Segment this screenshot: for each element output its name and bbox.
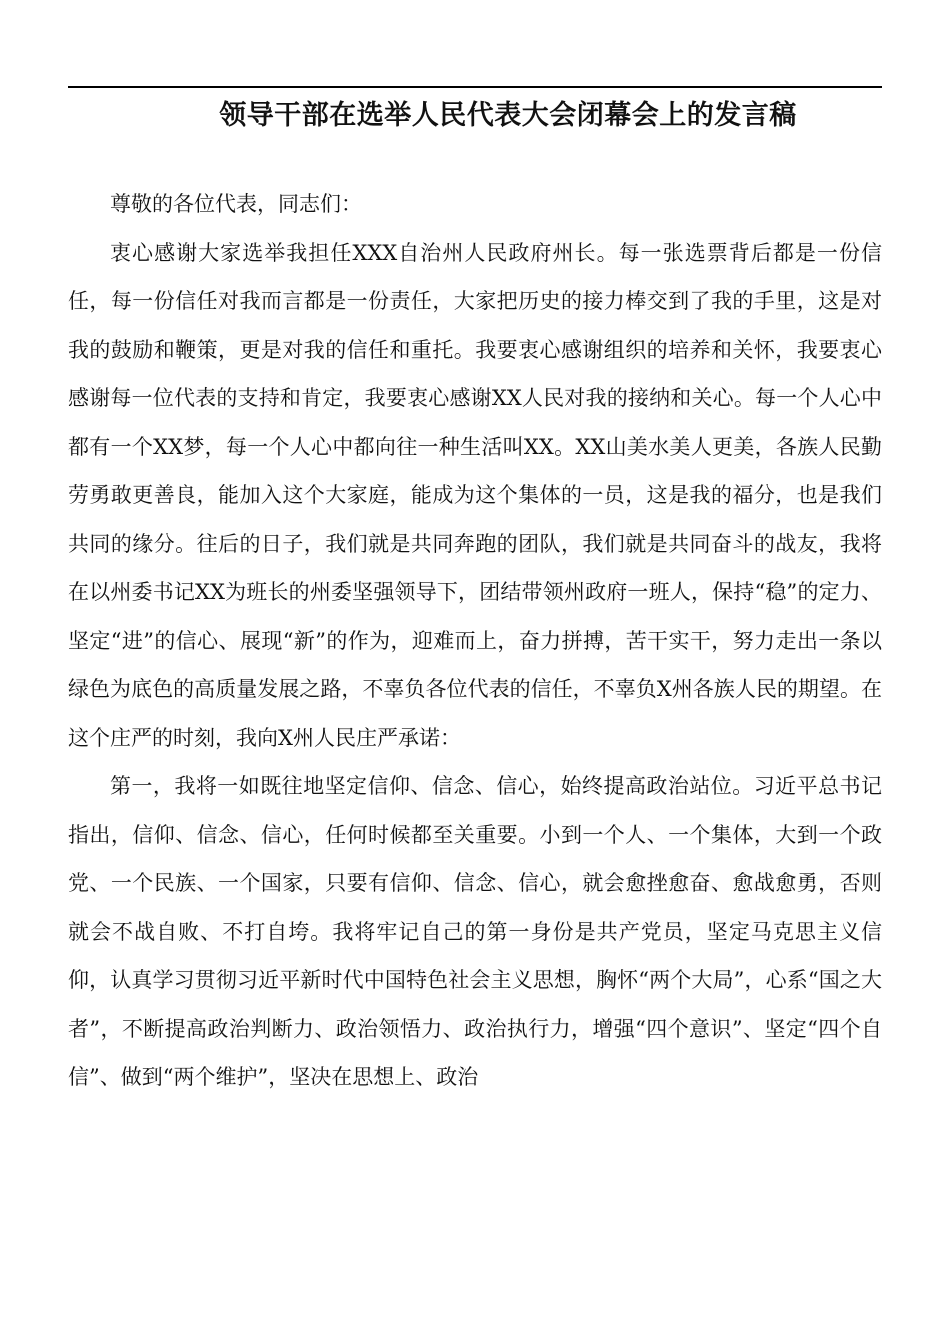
paragraph-2: 第一，我将一如既往地坚定信仰、信念、信心，始终提高政治站位。习近平总书记指出，信仰、信念、信心，任何时候都至关重要。小到一个人、一个集体，大到一个政党、一个民族、一个国家，只要有信仰、信念、信心，就会愈挫愈奋、愈战愈勇，否则就会不战自败、不打自垮。我将牢记自己的第一身份是共产党员，坚定马克思主义信仰，认真学习贯彻习近平新时代中国特色社会主义思想，胸怀“两个大局”，心系“国之大者”，不断提高政治判断力、政治领悟力、政治执行力，增强“四个意识”、坚定“四个自信”、做到“两个维护”，坚决在思想上、政治 xyxy=(68,774,882,1089)
header-rule xyxy=(68,86,882,88)
document-title: 领导干部在选举人民代表大会闭幕会上的发言稿 xyxy=(219,100,797,131)
document-body xyxy=(68,180,882,1102)
paragraph-1: 衷心感谢大家选举我担任XXX自治州人民政府州长。每一张选票背后都是一份信任，每一份信任对我而言都是一份责任，大家把历史的接力棒交到了我的手里，这是对我的鼓励和鞭策，更是对我的信任和重托。我要衷心感谢组织的培养和关怀，我要衷心感谢每一位代表的支持和肯定，我要衷心感谢XX人民对我的接纳和关心。每一个人心中都有一个XX梦，每一个人心中都向往一种生活叫XX。XX山美水美人更美，各族人民勤劳勇敢更善良，能加入这个大家庭，能成为这个集体的一员，这是我的福分，也是我们共同的缘分。往后的日子，我们就是共同奔跑的团队，我们就是共同奋斗的战友，我将在以州委书记XX为班长的州委坚强领导下，团结带领州政府一班人，保持“稳”的定力、坚定“进”的信心、展现“新”的作为，迎难而上，奋力拼搏，苦干实干，努力走出一条以绿色为底色的高质量发展之路，不辜负各位代表的信任，不辜负X州各族人民的期望。在这个庄严的时刻，我向X州人民庄严承诺： xyxy=(68,240,882,750)
salutation: 尊敬的各位代表，同志们： xyxy=(110,192,362,216)
